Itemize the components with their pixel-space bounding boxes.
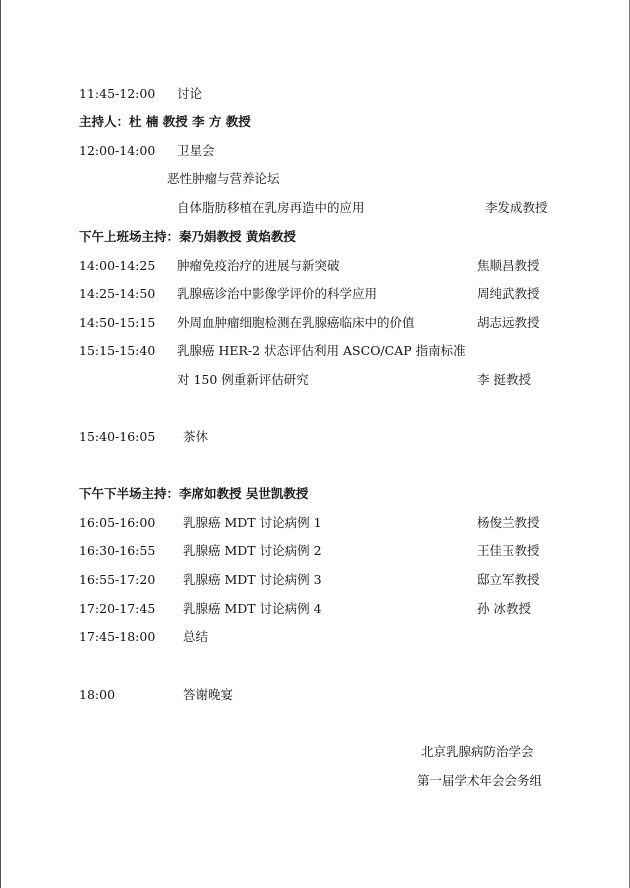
item-dinner: 答谢晚宴: [183, 687, 234, 702]
speaker-a2: 周纯武教授: [477, 286, 540, 301]
item-a4-cont: 对 150 例重新评估研究: [177, 372, 309, 387]
speaker-a1: 焦顺昌教授: [477, 258, 540, 273]
host-3: 下午下半场主持：李席如教授 吴世凯教授: [79, 486, 309, 501]
item-a2: 乳腺癌诊治中影像学评价的科学应用: [177, 286, 378, 301]
time-r2: 12:00-14:00: [79, 143, 156, 158]
speaker-fat: 李发成教授: [485, 200, 548, 215]
footer-org: 北京乳腺病防治学会: [421, 744, 534, 759]
speaker-b4: 孙 冰教授: [477, 601, 531, 616]
speaker-b2: 王佳玉教授: [477, 543, 540, 558]
speaker-b3: 邸立军教授: [477, 572, 540, 587]
item-b3: 乳腺癌 MDT 讨论病例 3: [183, 572, 322, 587]
item-a3: 外周血肿瘤细胞检测在乳腺癌临床中的价值: [177, 315, 415, 330]
forum-title: 恶性肿瘤与营养论坛: [167, 171, 280, 186]
time-r1: 11:45-12:00: [79, 86, 156, 101]
talk-fat: 自体脂肪移植在乳房再造中的应用: [177, 200, 365, 215]
footer-group: 第一届学术年会会务组: [417, 773, 543, 788]
time-a3: 14:50-15:15: [79, 315, 156, 330]
time-a2: 14:25-14:50: [79, 286, 156, 301]
time-dinner: 18:00: [79, 687, 116, 702]
time-b2: 16:30-16:55: [79, 543, 156, 558]
speaker-a4: 李 挺教授: [477, 372, 531, 387]
item-b2: 乳腺癌 MDT 讨论病例 2: [183, 543, 322, 558]
item-b1: 乳腺癌 MDT 讨论病例 1: [183, 515, 322, 530]
time-b4: 17:20-17:45: [79, 601, 156, 616]
item-b5: 总结: [183, 629, 209, 644]
item-r1: 讨论: [177, 86, 203, 101]
item-a4: 乳腺癌 HER-2 状态评估利用 ASCO/CAP 指南标准: [177, 343, 466, 358]
item-a1: 肿瘤免疫治疗的进展与新突破: [177, 258, 340, 273]
item-r2: 卫星会: [177, 143, 215, 158]
time-tea: 15:40-16:05: [79, 429, 156, 444]
speaker-a3: 胡志远教授: [477, 315, 540, 330]
item-b4: 乳腺癌 MDT 讨论病例 4: [183, 601, 322, 616]
time-a1: 14:00-14:25: [79, 258, 156, 273]
time-b3: 16:55-17:20: [79, 572, 156, 587]
host-1: 主持人：杜 楠 教授 李 方 教授: [79, 114, 251, 129]
time-b5: 17:45-18:00: [79, 629, 156, 644]
speaker-b1: 杨俊兰教授: [477, 515, 540, 530]
host-2: 下午上班场主持：秦乃娟教授 黄焰教授: [79, 229, 296, 244]
time-a4: 15:15-15:40: [79, 343, 156, 358]
time-b1: 16:05-16:00: [79, 515, 156, 530]
item-tea: 茶休: [183, 429, 209, 444]
